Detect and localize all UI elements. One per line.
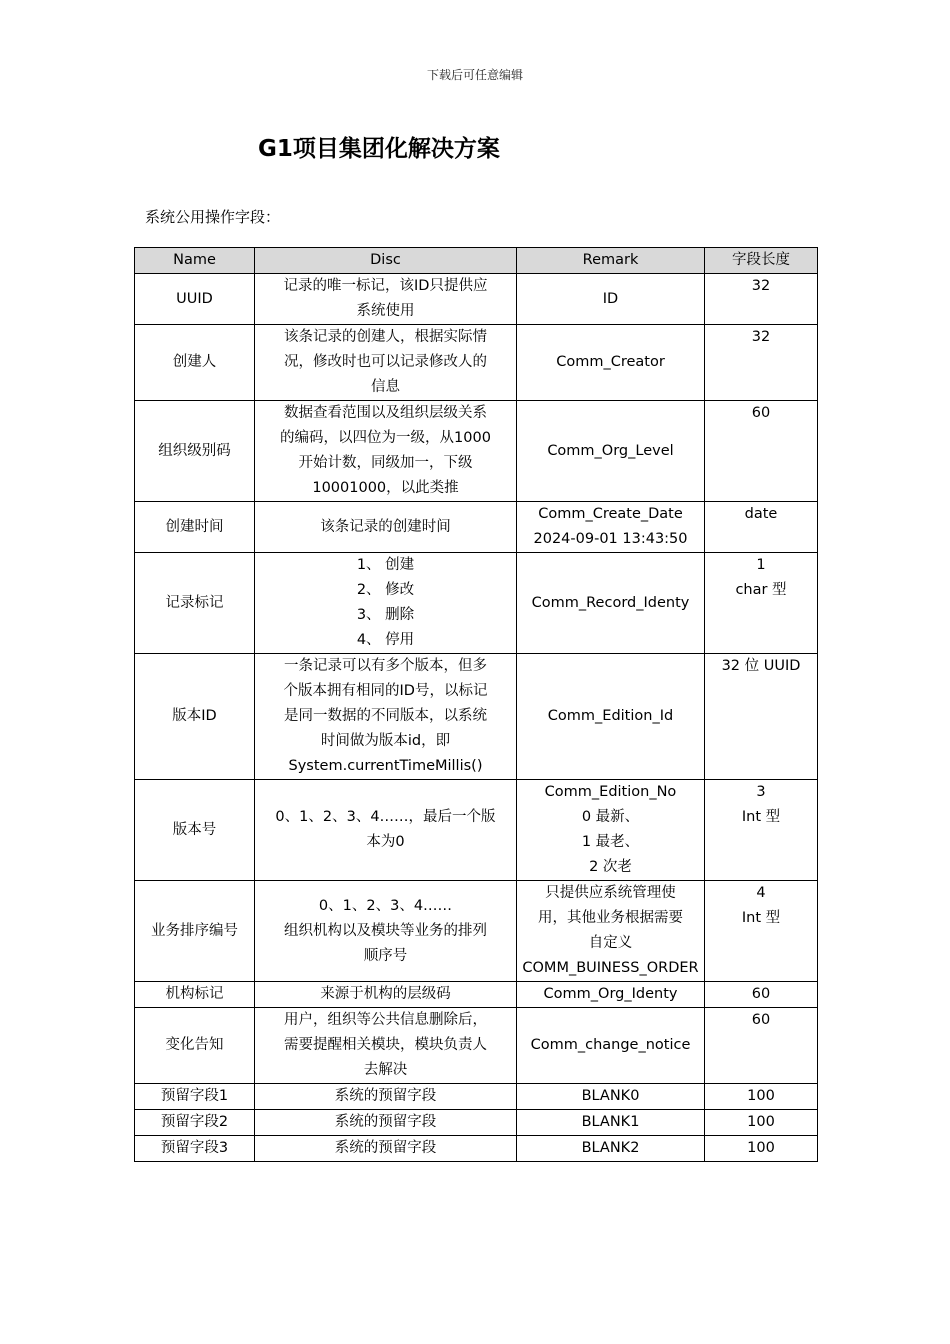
cell-disc	[255, 274, 517, 325]
cell-remark-line: 1 最老、	[581, 834, 640, 850]
cell-length-line: 32 位 UUID	[721, 658, 801, 674]
cell-disc-line: 时间做为版本id，即	[320, 733, 451, 749]
table-row	[135, 1008, 818, 1084]
cell-remark-line: Comm_change_notice	[530, 1037, 691, 1053]
cell-remark-line: BLANK1	[581, 1114, 640, 1130]
cell-disc-line: 系统的预留字段	[334, 1114, 437, 1130]
cell-length-line: 4	[756, 885, 766, 901]
cell-length-line: Int 型	[741, 809, 781, 825]
table-row	[135, 982, 818, 1008]
cell-disc	[255, 553, 517, 654]
table-row	[135, 654, 818, 780]
cell-remark	[517, 1084, 705, 1110]
cell-length-line: Int 型	[741, 910, 781, 926]
cell-remark-line: Comm_Record_Identy	[531, 594, 690, 611]
column-header-disc: Disc	[255, 248, 517, 274]
cell-length-line: 32	[751, 278, 771, 294]
cell-length-line: 100	[747, 1140, 775, 1156]
cell-disc	[255, 1110, 517, 1136]
cell-disc-line: 该条记录的创建人，根据实际情	[284, 329, 487, 345]
table-row	[135, 325, 818, 401]
cell-remark	[517, 502, 705, 553]
cell-disc-line: 一条记录可以有多个版本，但多	[284, 658, 487, 674]
column-header-remark: Remark	[517, 248, 705, 274]
table-row	[135, 502, 818, 553]
cell-remark	[517, 325, 705, 401]
cell-name: 组织级别码	[135, 401, 255, 502]
cell-length	[705, 881, 818, 982]
cell-disc-line: 4、 停用	[356, 632, 415, 648]
cell-disc	[255, 1136, 517, 1162]
cell-remark	[517, 881, 705, 982]
table-row	[135, 553, 818, 654]
cell-disc	[255, 1008, 517, 1084]
cell-remark-line: ID	[602, 290, 619, 307]
cell-disc-line: 2、 修改	[356, 582, 415, 598]
cell-disc-line: 10001000，以此类推	[312, 480, 459, 496]
page-header: 下载后可任意编辑	[426, 68, 523, 82]
cell-disc	[255, 1084, 517, 1110]
cell-remark-line: BLANK0	[581, 1088, 640, 1104]
cell-disc-line: 本为0	[366, 834, 405, 850]
cell-remark-line: Comm_Creator	[556, 354, 665, 370]
cell-name: 预留字段3	[135, 1136, 255, 1162]
cell-disc-line: 况，修改时也可以记录修改人的	[284, 354, 487, 370]
cell-remark	[517, 1136, 705, 1162]
table-row	[135, 401, 818, 502]
table-row	[135, 1136, 818, 1162]
cell-disc-line: 0、1、2、3、4……	[318, 897, 453, 914]
cell-disc-line: 系统的预留字段	[334, 1088, 437, 1104]
cell-name: 创建人	[135, 325, 255, 401]
cell-disc	[255, 502, 517, 553]
cell-length	[705, 780, 818, 881]
cell-remark-line: 自定义	[588, 935, 633, 951]
cell-length-line: 3	[756, 784, 766, 800]
cell-disc-line: 该条记录的创建时间	[320, 518, 451, 535]
cell-length	[705, 1008, 818, 1084]
cell-length-line: 32	[751, 329, 771, 345]
cell-name: 版本号	[135, 780, 255, 881]
cell-disc	[255, 780, 517, 881]
cell-length-line: 1	[756, 557, 766, 573]
cell-name: 预留字段1	[135, 1084, 255, 1110]
cell-disc	[255, 325, 517, 401]
cell-length	[705, 982, 818, 1008]
cell-length-line: 100	[747, 1088, 775, 1104]
cell-name: 预留字段2	[135, 1110, 255, 1136]
cell-length	[705, 274, 818, 325]
cell-remark-line: COMM_BUINESS_ORDER	[522, 960, 699, 976]
cell-remark-line: 用，其他业务根据需要	[538, 910, 683, 926]
cell-disc-line: 系统的预留字段	[334, 1140, 437, 1156]
cell-remark	[517, 982, 705, 1008]
cell-length	[705, 1110, 818, 1136]
table-header-row	[135, 248, 818, 274]
cell-disc-line: 去解决	[363, 1062, 408, 1078]
table-row	[135, 1084, 818, 1110]
cell-length-line: 60	[751, 405, 771, 421]
table-row	[135, 274, 818, 325]
cell-remark	[517, 654, 705, 780]
cell-remark-line: Comm_Create_Date	[538, 506, 683, 522]
cell-length-line: 100	[747, 1114, 775, 1130]
cell-length	[705, 1136, 818, 1162]
table-row	[135, 881, 818, 982]
cell-remark	[517, 1110, 705, 1136]
table-row	[135, 1110, 818, 1136]
cell-disc-line: 开始计数，同级加一，下级	[298, 455, 473, 471]
cell-disc-line: 3、 删除	[356, 607, 415, 623]
cell-length-line: 60	[751, 1012, 771, 1028]
column-header-length: 字段长度	[705, 248, 818, 274]
cell-remark-line: Comm_Edition_No	[544, 784, 677, 800]
cell-remark-line: BLANK2	[581, 1140, 640, 1156]
column-header-name: Name	[135, 248, 255, 274]
cell-disc-line: 信息	[371, 379, 400, 395]
table-body	[135, 274, 818, 1162]
cell-length-line: char 型	[735, 582, 787, 598]
document-title: G1项目集团化解决方案	[258, 136, 500, 162]
cell-disc-line: System.currentTimeMillis()	[288, 758, 483, 774]
cell-disc-line: 来源于机构的层级码	[320, 986, 451, 1002]
cell-remark	[517, 553, 705, 654]
cell-remark-line: 2024-09-01 13:43:50	[533, 531, 688, 547]
cell-name: UUID	[135, 274, 255, 325]
cell-disc-line: 组织机构以及模块等业务的排列	[284, 922, 487, 939]
cell-disc	[255, 654, 517, 780]
cell-length	[705, 325, 818, 401]
cell-name: 变化告知	[135, 1008, 255, 1084]
cell-disc-line: 记录的唯一标记，该ID只提供应	[283, 278, 488, 294]
cell-disc-line: 个版本拥有相同的ID号，以标记	[283, 683, 488, 699]
cell-remark	[517, 1008, 705, 1084]
cell-disc-line: 数据查看范围以及组织层级关系	[284, 405, 487, 421]
cell-remark	[517, 274, 705, 325]
cell-remark-line: Comm_Org_Level	[547, 442, 674, 459]
cell-length-line: 60	[751, 986, 771, 1002]
cell-disc	[255, 401, 517, 502]
cell-disc-line: 用户，组织等公共信息删除后，	[284, 1012, 487, 1028]
cell-name: 记录标记	[135, 553, 255, 654]
cell-disc-line: 0、1、2、3、4……，最后一个版	[275, 809, 496, 825]
cell-disc-line: 需要提醒相关模块，模块负责人	[284, 1037, 487, 1053]
intro-text: 系统公用操作字段：	[145, 208, 281, 226]
cell-disc-line: 是同一数据的不同版本，以系统	[284, 708, 487, 724]
cell-disc-line: 顺序号	[363, 947, 408, 964]
cell-disc	[255, 982, 517, 1008]
cell-remark	[517, 780, 705, 881]
cell-name: 版本ID	[135, 654, 255, 780]
cell-name: 业务排序编号	[135, 881, 255, 982]
cell-length	[705, 401, 818, 502]
fields-table	[134, 247, 818, 1162]
cell-length	[705, 553, 818, 654]
cell-name: 机构标记	[135, 982, 255, 1008]
cell-length	[705, 502, 818, 553]
cell-length	[705, 654, 818, 780]
cell-disc-line: 1、 创建	[356, 557, 415, 573]
cell-name: 创建时间	[135, 502, 255, 553]
cell-remark	[517, 401, 705, 502]
table-row	[135, 780, 818, 881]
cell-length	[705, 1084, 818, 1110]
cell-remark-line: 只提供应系统管理使	[545, 885, 676, 901]
cell-disc-line: 系统使用	[356, 303, 415, 319]
cell-length-line: date	[744, 506, 778, 522]
cell-remark-line: Comm_Org_Identy	[543, 986, 678, 1002]
cell-remark-line: 2 次老	[589, 859, 632, 875]
cell-remark-line: 0 最新、	[581, 809, 640, 825]
cell-disc	[255, 881, 517, 982]
cell-remark-line: Comm_Edition_Id	[547, 708, 674, 724]
cell-disc-line: 的编码，以四位为一级，从1000	[280, 430, 491, 446]
